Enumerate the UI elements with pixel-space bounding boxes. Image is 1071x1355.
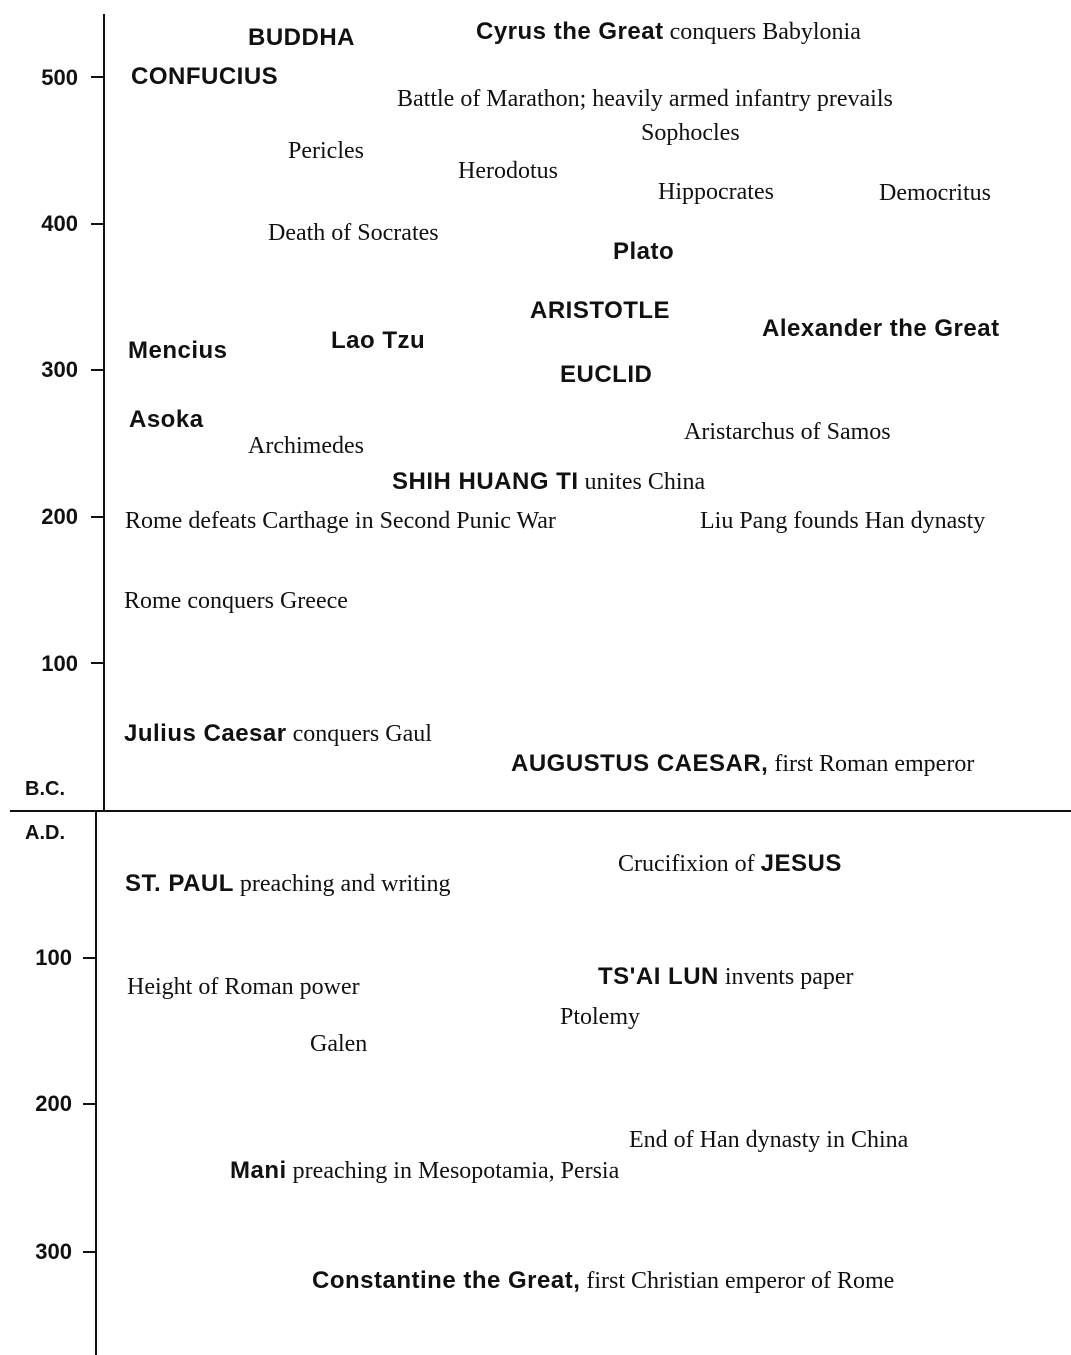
event-julius xyxy=(124,720,432,751)
tick-label-bc-300: 300 xyxy=(41,357,78,382)
event-mencius-name: Mencius xyxy=(128,337,228,364)
event-herodotus-text: Herodotus xyxy=(458,158,558,184)
tick-bc-400 xyxy=(91,223,103,225)
event-plato xyxy=(613,238,674,269)
event-asoka-name: Asoka xyxy=(129,406,204,433)
event-constantine xyxy=(312,1267,894,1298)
event-alexander xyxy=(762,315,1000,346)
event-aristotle-name: ARISTOTLE xyxy=(530,297,671,324)
event-mani-name: Mani xyxy=(230,1157,287,1184)
event-augustus-text: first Roman emperor xyxy=(768,751,975,777)
event-euclid xyxy=(560,361,652,392)
event-augustus xyxy=(511,750,974,781)
tick-label-ad-100: 100 xyxy=(35,945,72,970)
vertical-axis xyxy=(103,14,105,812)
event-stpaul-name: ST. PAUL xyxy=(125,870,234,897)
event-buddha-name: BUDDHA xyxy=(248,24,355,51)
event-pericles xyxy=(288,137,364,168)
event-liupang-text: Liu Pang founds Han dynasty xyxy=(700,508,986,534)
event-romanpower xyxy=(127,973,360,1004)
event-constantine-text: first Christian emperor of Rome xyxy=(580,1268,895,1294)
event-euclid-name: EUCLID xyxy=(560,361,653,388)
tick-bc-100 xyxy=(91,662,103,664)
event-greece xyxy=(124,587,348,618)
event-crucifixion-prefix: Crucifixion of xyxy=(618,851,761,877)
event-herodotus xyxy=(458,157,558,188)
tick-label-bc-400: 400 xyxy=(41,211,78,236)
event-archimedes xyxy=(248,432,364,463)
event-marathon-text: Battle of Marathon; heavily armed infantry prevails xyxy=(397,86,893,112)
event-plato-name: Plato xyxy=(613,238,675,265)
event-shihhuangti-text: unites China xyxy=(578,469,706,495)
tick-ad-300 xyxy=(83,1251,95,1253)
tick-label-bc-200: 200 xyxy=(41,504,78,529)
event-shihhuangti xyxy=(392,468,705,499)
bc-ad-divider xyxy=(10,810,1071,812)
event-democritus xyxy=(879,179,991,210)
event-augustus-name: AUGUSTUS CAESAR, xyxy=(511,750,769,777)
event-democritus-text: Democritus xyxy=(879,180,991,206)
event-sophocles xyxy=(641,119,740,150)
event-stpaul-text: preaching and writing xyxy=(233,871,451,897)
event-constantine-name: Constantine the Great, xyxy=(312,1267,581,1294)
event-tsailun-name: TS'AI LUN xyxy=(598,963,719,990)
event-cyrus xyxy=(476,18,861,49)
event-handynastyend-text: End of Han dynasty in China xyxy=(629,1127,909,1153)
event-romanpower-text: Height of Roman power xyxy=(127,974,360,1000)
event-liupang xyxy=(700,507,985,538)
event-crucifixion xyxy=(618,850,842,881)
tick-ad-100 xyxy=(83,957,95,959)
event-asoka xyxy=(129,406,204,437)
event-ptolemy xyxy=(560,1003,640,1034)
tick-bc-300 xyxy=(91,369,103,371)
vertical-axis-ad xyxy=(95,812,97,1355)
event-socrates-text: Death of Socrates xyxy=(268,220,439,246)
event-hippocrates xyxy=(658,178,774,209)
event-punicwar xyxy=(125,507,556,538)
event-cyrus-name: Cyrus the Great xyxy=(476,18,664,45)
ad-label: A.D. xyxy=(25,822,65,844)
tick-label-bc-100: 100 xyxy=(41,651,78,676)
event-julius-name: Julius Caesar xyxy=(124,720,287,747)
tick-label-bc-500: 500 xyxy=(41,65,78,90)
event-hippocrates-text: Hippocrates xyxy=(658,179,774,205)
event-confucius-name: CONFUCIUS xyxy=(131,63,279,90)
event-aristarchus xyxy=(684,418,891,449)
event-pericles-text: Pericles xyxy=(288,138,364,164)
event-tsailun xyxy=(598,963,854,994)
event-buddha xyxy=(248,24,355,55)
event-socrates xyxy=(268,219,439,250)
event-mani-text: preaching in Mesopotamia, Persia xyxy=(286,1158,620,1184)
event-galen-text: Galen xyxy=(310,1031,368,1057)
event-galen xyxy=(310,1030,367,1061)
event-confucius xyxy=(131,63,278,94)
event-laotzu xyxy=(331,327,425,358)
event-alexander-name: Alexander the Great xyxy=(762,315,1000,342)
event-aristarchus-text: Aristarchus of Samos xyxy=(684,419,891,445)
event-handynastyend xyxy=(629,1126,908,1157)
event-crucifixion-name: JESUS xyxy=(760,850,842,877)
event-mencius xyxy=(128,337,228,368)
event-aristotle xyxy=(530,297,670,328)
tick-ad-200 xyxy=(83,1103,95,1105)
event-ptolemy-text: Ptolemy xyxy=(560,1004,641,1030)
event-tsailun-text: invents paper xyxy=(718,964,854,990)
event-stpaul xyxy=(125,870,451,901)
event-archimedes-text: Archimedes xyxy=(248,433,364,459)
event-punicwar-text: Rome defeats Carthage in Second Punic War xyxy=(125,508,556,534)
tick-label-ad-200: 200 xyxy=(35,1091,72,1116)
event-julius-text: conquers Gaul xyxy=(286,721,432,747)
event-laotzu-name: Lao Tzu xyxy=(331,327,426,354)
event-cyrus-text: conquers Babylonia xyxy=(663,19,861,45)
event-mani xyxy=(230,1157,619,1188)
event-sophocles-text: Sophocles xyxy=(641,120,740,146)
event-shihhuangti-name: SHIH HUANG TI xyxy=(392,468,579,495)
tick-bc-200 xyxy=(91,516,103,518)
event-marathon xyxy=(397,85,893,116)
bc-label: B.C. xyxy=(25,778,65,800)
event-greece-text: Rome conquers Greece xyxy=(124,588,348,614)
tick-label-ad-300: 300 xyxy=(35,1239,72,1264)
tick-bc-500 xyxy=(91,76,103,78)
